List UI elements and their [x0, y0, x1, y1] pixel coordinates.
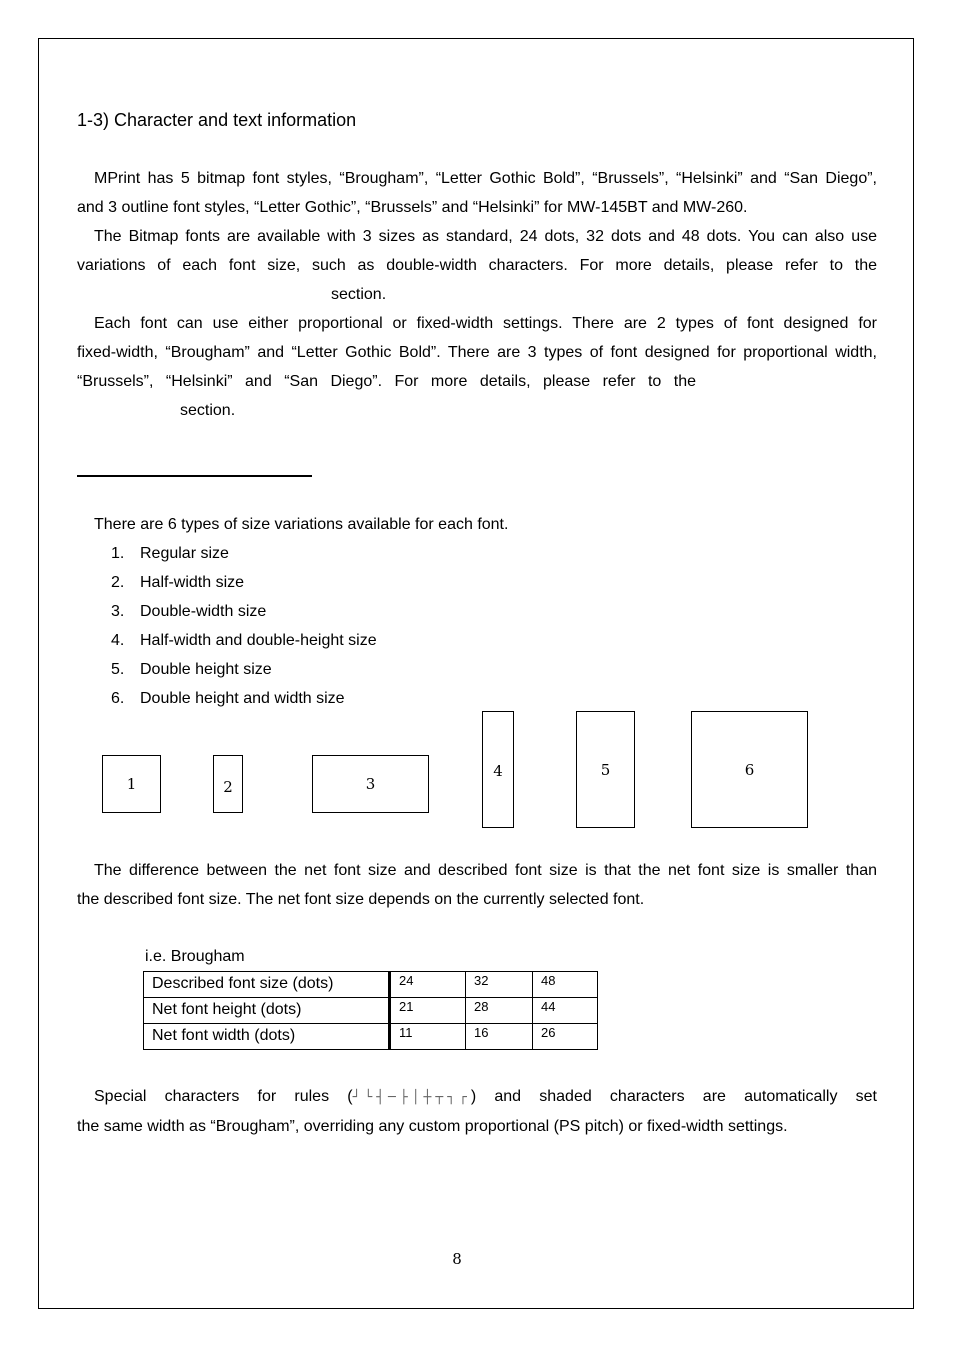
list-item: 2. Half-width size	[111, 574, 245, 591]
difference-line1: The difference between the net font size and described font size is that the net font size is smaller than	[94, 862, 877, 879]
page-number: 8	[452, 1250, 462, 1268]
size-box-double-width: 3	[312, 755, 429, 813]
special-characters-paragraph	[77, 1082, 877, 1141]
intro-p1-line2: and 3 outline font styles, “Letter Gothic”, “Brussels” and “Helsinki” for MW-145BT and MW-260.	[77, 199, 748, 216]
difference-paragraph	[77, 856, 877, 914]
intro-paragraph-3	[77, 309, 877, 425]
list-item: 6. Double height and width size	[111, 690, 345, 707]
special-line1-start: Special characters for rules (	[94, 1088, 353, 1105]
list-item: 1. Regular size	[111, 545, 229, 562]
section-heading: 1-3) Character and text information	[77, 110, 357, 130]
font-size-table	[143, 971, 598, 1050]
table-row: Net font height (dots) 21 28 44	[144, 998, 598, 1024]
intro-p2-line2: variations of each font size, such as double-width characters. For more details, please refer to the	[77, 257, 877, 274]
rule-characters: ┘└┤─├│┼┬┐┌	[352, 1090, 471, 1105]
special-line1-end: ) and shaded characters are automatically set	[470, 1088, 877, 1105]
sizes-intro	[77, 510, 877, 539]
table-row: Net font width (dots) 11 16 26	[144, 1024, 598, 1050]
size-variations-list	[111, 539, 377, 713]
intro-p1-line1: MPrint has 5 bitmap font styles, “Brougham”, “Letter Gothic Bold”, “Brussels”, “Helsinki” and “San Diego”,	[94, 170, 877, 187]
list-item: 3. Double-width size	[111, 603, 267, 620]
intro-paragraph-1	[77, 164, 877, 222]
special-line2: the same width as “Brougham”, overriding any custom proportional (PS pitch) or fixed-width settings.	[77, 1118, 788, 1135]
page-frame	[38, 38, 914, 1309]
intro-p3-line3: “Brussels”, “Helsinki” and “San Diego”. For more details, please refer to the	[77, 373, 696, 390]
intro-p3-line1: Each font can use either proportional or fixed-width settings. There are 2 types of font designed for	[94, 315, 877, 332]
intro-paragraph-2	[77, 222, 877, 309]
table-caption: i.e. Brougham	[145, 948, 245, 965]
size-box-double-height-width: 6	[691, 711, 808, 828]
intro-p2-line3: section.	[331, 286, 387, 303]
size-box-double-height: 5	[576, 711, 635, 828]
size-box-regular: 1	[102, 755, 161, 813]
size-box-half-width-double-height: 4	[482, 711, 514, 828]
section-rule	[77, 475, 312, 477]
sizes-intro-text: There are 6 types of size variations available for each font.	[94, 516, 509, 533]
size-box-half-width: 2	[213, 755, 243, 813]
list-item: 4. Half-width and double-height size	[111, 632, 377, 649]
difference-line2: the described font size. The net font size depends on the currently selected font.	[77, 891, 645, 908]
intro-p2-line1: The Bitmap fonts are available with 3 sizes as standard, 24 dots, 32 dots and 48 dots. You can also use	[94, 228, 877, 245]
intro-p3-line4: section.	[180, 402, 236, 419]
intro-p3-line2: fixed-width, “Brougham” and “Letter Gothic Bold”. There are 3 types of font designed for proportional width,	[77, 344, 877, 361]
list-item: 5. Double height size	[111, 661, 272, 678]
table-row: Described font size (dots) 24 32 48	[144, 972, 598, 998]
